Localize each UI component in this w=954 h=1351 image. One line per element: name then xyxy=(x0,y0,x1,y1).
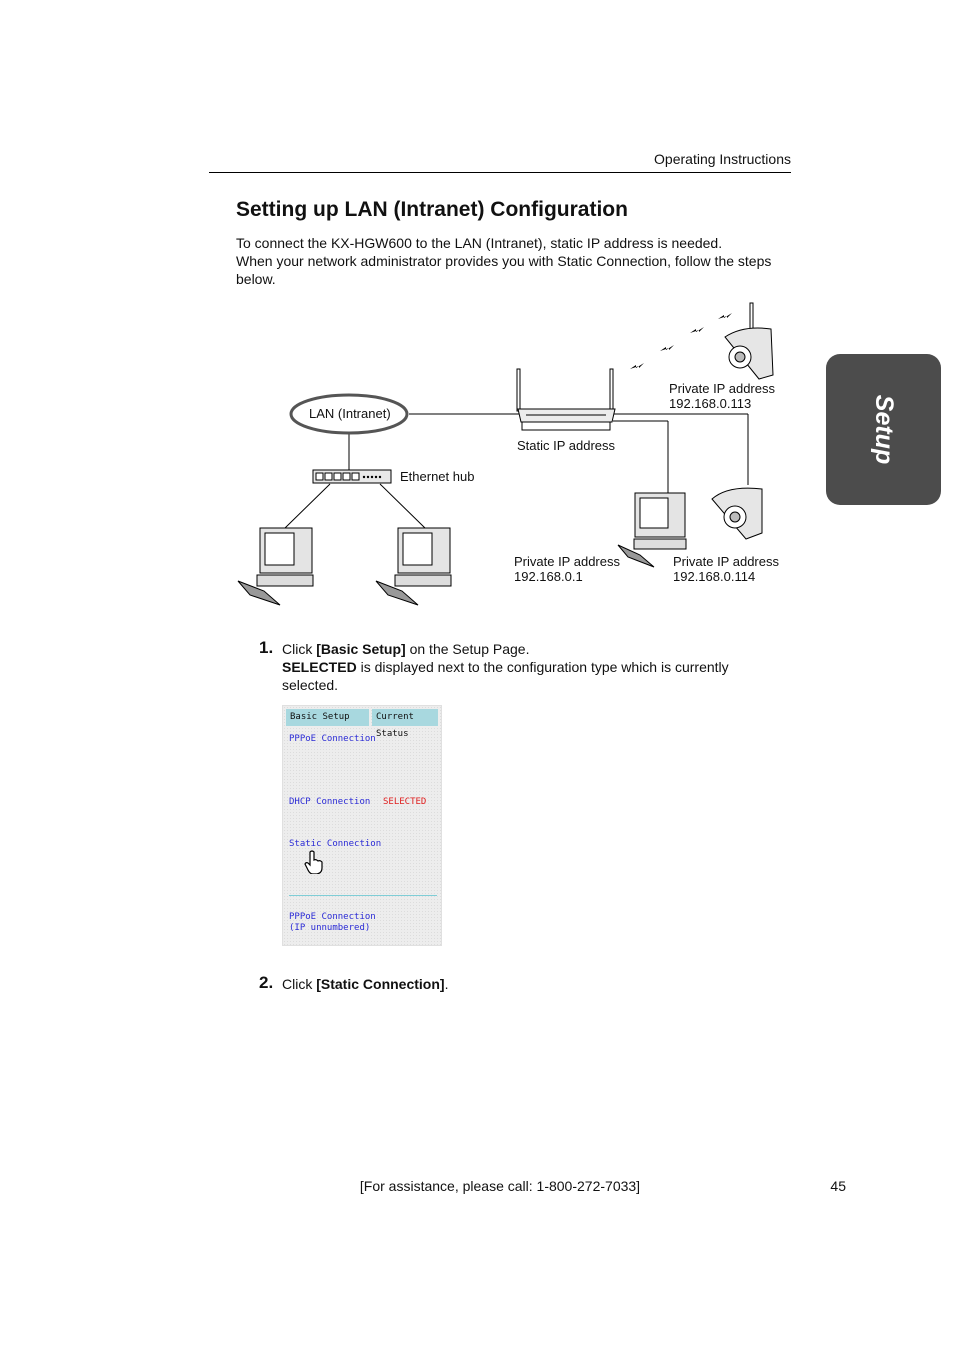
network-camera-icon xyxy=(712,488,762,539)
router-icon xyxy=(517,369,615,430)
basic-setup-screenshot xyxy=(282,705,442,946)
pc-ip: 192.168.0.1 xyxy=(514,569,583,584)
pc-label-text: Private IP address xyxy=(514,554,620,569)
ethernet-hub-icon xyxy=(313,470,391,483)
camera-top-label-text: Private IP address xyxy=(669,381,775,396)
section-title: Setting up LAN (Intranet) Configuration xyxy=(236,198,628,221)
camera-bottom-label-text: Private IP address xyxy=(673,554,779,569)
static-connection-link[interactable]: Static Connection xyxy=(289,839,382,849)
camera-top-label xyxy=(669,381,775,411)
selected-status: SELECTED xyxy=(383,797,427,807)
camera-bottom-label xyxy=(673,554,779,584)
step-2-post: . xyxy=(444,976,449,992)
hand-pointer-icon xyxy=(304,850,324,874)
step-2-text xyxy=(282,975,762,993)
step-2-number: 2. xyxy=(259,973,274,992)
network-diagram xyxy=(230,295,800,615)
intro-text xyxy=(236,234,796,288)
camera-bottom-ip: 192.168.0.114 xyxy=(673,569,756,584)
section-tab xyxy=(826,354,941,505)
pppoe-unnumbered-line-1: PPPoE Connection xyxy=(289,912,376,922)
assistance-footer: [For assistance, please call: 1-800-272-7033] xyxy=(359,1178,641,1194)
step-1-bold: [Basic Setup] xyxy=(316,641,406,657)
section-tab-label: Setup xyxy=(869,394,898,465)
step-1-pre: Click xyxy=(282,641,317,657)
step-2-bold: [Static Connection] xyxy=(316,976,445,992)
lan-label: LAN (Intranet) xyxy=(309,406,391,421)
header-rule xyxy=(209,172,791,173)
step-1-text xyxy=(282,640,762,694)
intro-line-2: When your network administrator provides you with Static Connection, follow the steps below. xyxy=(236,253,772,287)
basic-setup-header: Basic Setup xyxy=(286,709,369,726)
computer-icon xyxy=(376,528,451,605)
pppoe-unnumbered-link[interactable] xyxy=(289,912,376,934)
current-status-header: Current Status xyxy=(372,709,438,726)
network-camera-wireless-icon xyxy=(725,303,773,379)
step-1-note-bold: SELECTED xyxy=(282,659,357,675)
step-2-pre: Click xyxy=(282,976,317,992)
screenshot-divider xyxy=(289,895,437,896)
step-1-number: 1. xyxy=(259,638,274,657)
dhcp-connection-link[interactable]: DHCP Connection xyxy=(289,797,371,807)
running-header: Operating Instructions xyxy=(654,151,791,167)
computer-icon xyxy=(238,528,313,605)
pppoe-connection-link[interactable]: PPPoE Connection xyxy=(289,734,376,744)
camera-top-ip: 192.168.0.113 xyxy=(669,396,752,411)
pc-label xyxy=(514,554,620,584)
pppoe-unnumbered-line-2: (IP unnumbered) xyxy=(289,923,371,933)
intro-line-1: To connect the KX-HGW600 to the LAN (Intranet), static IP address is needed. xyxy=(236,235,723,251)
step-1-note-text: is displayed next to the configuration type which is currently selected. xyxy=(282,659,729,693)
page-number: 45 xyxy=(830,1178,846,1194)
hub-label: Ethernet hub xyxy=(400,469,475,484)
wireless-signal-icon xyxy=(630,313,732,369)
step-1-post: on the Setup Page. xyxy=(405,641,530,657)
router-label: Static IP address xyxy=(517,438,616,453)
